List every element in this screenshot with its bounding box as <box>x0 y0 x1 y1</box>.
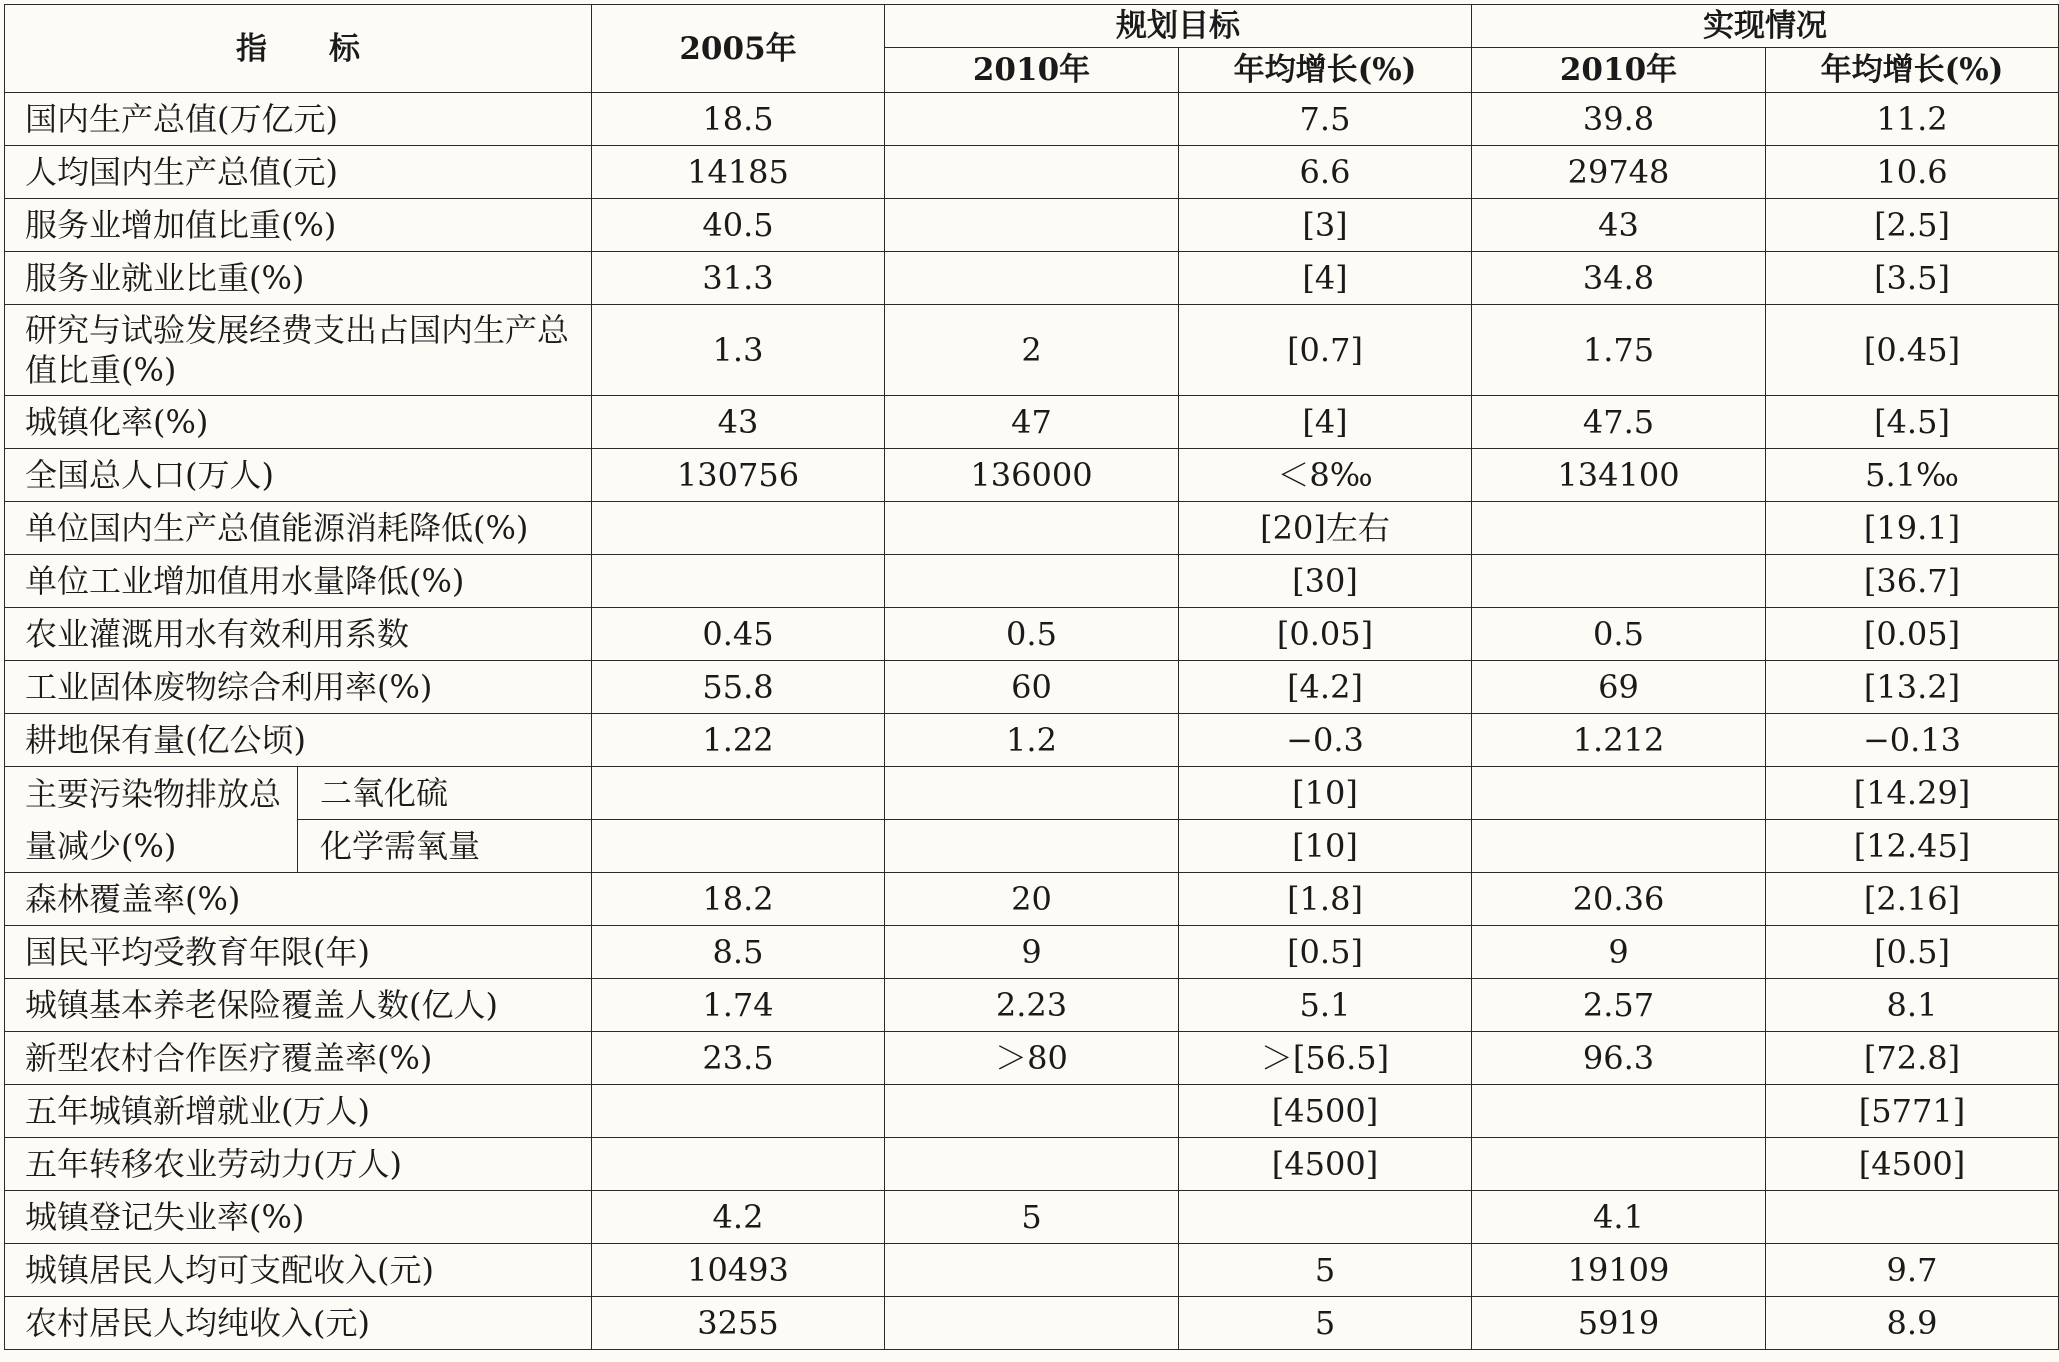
cell-actual-2010: 1.75 <box>1472 305 1766 396</box>
cell-actual-2010 <box>1472 555 1766 608</box>
cell-actual-2010: 69 <box>1472 661 1766 714</box>
cell-plan-growth: [20]左右 <box>1179 502 1472 555</box>
cell-actual-growth: 8.1 <box>1766 979 2059 1032</box>
cell-plan-2010 <box>885 1085 1179 1138</box>
cell-actual-growth: [3.5] <box>1766 252 2059 305</box>
row-label: 农村居民人均纯收入(元) <box>5 1297 592 1350</box>
cell-plan-2010 <box>885 1297 1179 1350</box>
cell-2005: 31.3 <box>592 252 885 305</box>
row-label: 国民平均受教育年限(年) <box>5 926 592 979</box>
row-label: 人均国内生产总值(元) <box>5 146 592 199</box>
table-row <box>5 1085 2059 1138</box>
cell-actual-2010: 9 <box>1472 926 1766 979</box>
table-row <box>5 767 2059 820</box>
header-actual-2010: 2010年 <box>1472 48 1766 93</box>
cell-actual-2010 <box>1472 1138 1766 1191</box>
cell-plan-growth: ＜8‰ <box>1179 449 1472 502</box>
table-row <box>5 449 2059 502</box>
cell-plan-2010: 1.2 <box>885 714 1179 767</box>
cell-plan-growth: 5 <box>1179 1297 1472 1350</box>
cell-actual-growth: [2.16] <box>1766 873 2059 926</box>
row-label: 单位工业增加值用水量降低(%) <box>5 555 592 608</box>
table-row <box>5 1032 2059 1085</box>
row-label: 服务业增加值比重(%) <box>5 199 592 252</box>
cell-2005: 23.5 <box>592 1032 885 1085</box>
cell-plan-2010 <box>885 1138 1179 1191</box>
cell-plan-growth: 5.1 <box>1179 979 1472 1032</box>
table-row <box>5 146 2059 199</box>
cell-plan-2010: 0.5 <box>885 608 1179 661</box>
cell-plan-growth: [4] <box>1179 252 1472 305</box>
row-label: 新型农村合作医疗覆盖率(%) <box>5 1032 592 1085</box>
cell-plan-2010 <box>885 1244 1179 1297</box>
cell-plan-growth: 7.5 <box>1179 93 1472 146</box>
header-plan-2010: 2010年 <box>885 48 1179 93</box>
table-row <box>5 661 2059 714</box>
cell-2005: 40.5 <box>592 199 885 252</box>
cell-2005 <box>592 1138 885 1191</box>
header-year-2005: 2005年 <box>592 5 885 93</box>
cell-plan-growth: 5 <box>1179 1244 1472 1297</box>
cell-actual-growth: [0.5] <box>1766 926 2059 979</box>
pollutant-group-label: 主要污染物排放总量减少(%) <box>5 767 298 873</box>
row-label: 全国总人口(万人) <box>5 449 592 502</box>
cell-actual-2010: 20.36 <box>1472 873 1766 926</box>
cell-actual-2010: 2.57 <box>1472 979 1766 1032</box>
row-label: 服务业就业比重(%) <box>5 252 592 305</box>
cell-plan-2010: 5 <box>885 1191 1179 1244</box>
cell-actual-2010 <box>1472 1085 1766 1138</box>
row-label: 国内生产总值(万亿元) <box>5 93 592 146</box>
cell-actual-2010: 39.8 <box>1472 93 1766 146</box>
cell-2005: 3255 <box>592 1297 885 1350</box>
indicators-table <box>4 4 2059 1350</box>
cell-2005: 14185 <box>592 146 885 199</box>
cell-2005 <box>592 1085 885 1138</box>
cell-actual-growth: [12.45] <box>1766 820 2059 873</box>
table-row <box>5 1138 2059 1191</box>
row-label: 研究与试验发展经费支出占国内生产总值比重(%) <box>5 305 592 396</box>
cell-plan-growth: [0.05] <box>1179 608 1472 661</box>
table-row <box>5 305 2059 396</box>
cell-actual-2010: 1.212 <box>1472 714 1766 767</box>
table-row <box>5 873 2059 926</box>
table-row <box>5 1244 2059 1297</box>
cell-plan-growth: −0.3 <box>1179 714 1472 767</box>
table-row <box>5 396 2059 449</box>
cell-actual-2010 <box>1472 502 1766 555</box>
cell-plan-growth: 6.6 <box>1179 146 1472 199</box>
cell-2005: 1.3 <box>592 305 885 396</box>
pollutant-sub-label: 二氧化硫 <box>298 767 592 820</box>
cell-actual-2010: 19109 <box>1472 1244 1766 1297</box>
table-row <box>5 1297 2059 1350</box>
cell-actual-growth: [2.5] <box>1766 199 2059 252</box>
cell-actual-growth: [0.05] <box>1766 608 2059 661</box>
cell-2005: 1.74 <box>592 979 885 1032</box>
table-row <box>5 979 2059 1032</box>
table-row <box>5 926 2059 979</box>
row-label: 单位国内生产总值能源消耗降低(%) <box>5 502 592 555</box>
row-label: 五年城镇新增就业(万人) <box>5 1085 592 1138</box>
cell-plan-growth: [4500] <box>1179 1085 1472 1138</box>
table-row <box>5 199 2059 252</box>
cell-plan-growth: [4.2] <box>1179 661 1472 714</box>
cell-actual-growth: [13.2] <box>1766 661 2059 714</box>
cell-actual-2010 <box>1472 820 1766 873</box>
row-label: 城镇基本养老保险覆盖人数(亿人) <box>5 979 592 1032</box>
cell-plan-2010 <box>885 767 1179 820</box>
cell-2005: 43 <box>592 396 885 449</box>
cell-2005: 18.5 <box>592 93 885 146</box>
cell-actual-2010: 34.8 <box>1472 252 1766 305</box>
header-actual-growth: 年均增长(%) <box>1766 48 2059 93</box>
cell-plan-growth: [10] <box>1179 820 1472 873</box>
table-row <box>5 252 2059 305</box>
cell-2005 <box>592 502 885 555</box>
table-row <box>5 93 2059 146</box>
cell-plan-2010: 47 <box>885 396 1179 449</box>
cell-actual-2010: 0.5 <box>1472 608 1766 661</box>
cell-2005: 55.8 <box>592 661 885 714</box>
cell-2005 <box>592 820 885 873</box>
row-label: 城镇登记失业率(%) <box>5 1191 592 1244</box>
cell-plan-2010: 9 <box>885 926 1179 979</box>
cell-plan-growth: [4] <box>1179 396 1472 449</box>
cell-actual-growth: [5771] <box>1766 1085 2059 1138</box>
header-indicator: 指 标 <box>5 5 592 93</box>
cell-2005: 4.2 <box>592 1191 885 1244</box>
cell-plan-2010: 2 <box>885 305 1179 396</box>
cell-2005: 0.45 <box>592 608 885 661</box>
header-actual: 实现情况 <box>1472 5 2059 48</box>
cell-plan-growth: [10] <box>1179 767 1472 820</box>
row-label: 工业固体废物综合利用率(%) <box>5 661 592 714</box>
cell-plan-2010 <box>885 502 1179 555</box>
cell-plan-growth: [1.8] <box>1179 873 1472 926</box>
cell-actual-growth: [0.45] <box>1766 305 2059 396</box>
cell-actual-growth: [4.5] <box>1766 396 2059 449</box>
table-body <box>5 93 2059 1350</box>
cell-actual-growth: 5.1‰ <box>1766 449 2059 502</box>
cell-2005 <box>592 555 885 608</box>
table-row <box>5 502 2059 555</box>
cell-actual-growth: 9.7 <box>1766 1244 2059 1297</box>
cell-actual-growth: [36.7] <box>1766 555 2059 608</box>
table-row <box>5 1191 2059 1244</box>
cell-actual-2010 <box>1472 767 1766 820</box>
table-row <box>5 608 2059 661</box>
cell-actual-growth: [14.29] <box>1766 767 2059 820</box>
cell-actual-growth <box>1766 1191 2059 1244</box>
cell-actual-growth: [72.8] <box>1766 1032 2059 1085</box>
cell-plan-2010: 136000 <box>885 449 1179 502</box>
cell-plan-2010 <box>885 820 1179 873</box>
cell-actual-growth: 8.9 <box>1766 1297 2059 1350</box>
table-row <box>5 555 2059 608</box>
cell-actual-2010: 29748 <box>1472 146 1766 199</box>
row-label: 城镇居民人均可支配收入(元) <box>5 1244 592 1297</box>
header-plan-growth: 年均增长(%) <box>1179 48 1472 93</box>
cell-actual-growth: −0.13 <box>1766 714 2059 767</box>
cell-plan-2010 <box>885 555 1179 608</box>
cell-plan-growth: [0.7] <box>1179 305 1472 396</box>
pollutant-sub-label: 化学需氧量 <box>298 820 592 873</box>
cell-plan-2010 <box>885 146 1179 199</box>
cell-plan-2010: 60 <box>885 661 1179 714</box>
row-label: 农业灌溉用水有效利用系数 <box>5 608 592 661</box>
cell-actual-2010: 4.1 <box>1472 1191 1766 1244</box>
cell-actual-growth: [19.1] <box>1766 502 2059 555</box>
cell-actual-growth: 10.6 <box>1766 146 2059 199</box>
row-label: 五年转移农业劳动力(万人) <box>5 1138 592 1191</box>
row-label: 城镇化率(%) <box>5 396 592 449</box>
cell-plan-growth: [4500] <box>1179 1138 1472 1191</box>
cell-2005 <box>592 767 885 820</box>
cell-plan-growth: [0.5] <box>1179 926 1472 979</box>
cell-plan-2010: ＞80 <box>885 1032 1179 1085</box>
header-plan-target: 规划目标 <box>885 5 1472 48</box>
cell-actual-growth: 11.2 <box>1766 93 2059 146</box>
cell-2005: 1.22 <box>592 714 885 767</box>
table-row <box>5 820 2059 873</box>
cell-plan-growth: [30] <box>1179 555 1472 608</box>
cell-2005: 130756 <box>592 449 885 502</box>
cell-actual-2010: 96.3 <box>1472 1032 1766 1085</box>
cell-2005: 8.5 <box>592 926 885 979</box>
cell-plan-2010 <box>885 199 1179 252</box>
cell-actual-2010: 43 <box>1472 199 1766 252</box>
cell-actual-2010: 5919 <box>1472 1297 1766 1350</box>
cell-plan-growth: ＞[56.5] <box>1179 1032 1472 1085</box>
cell-actual-2010: 134100 <box>1472 449 1766 502</box>
cell-plan-2010 <box>885 252 1179 305</box>
row-label: 耕地保有量(亿公顷) <box>5 714 592 767</box>
cell-plan-2010: 2.23 <box>885 979 1179 1032</box>
cell-2005: 18.2 <box>592 873 885 926</box>
cell-2005: 10493 <box>592 1244 885 1297</box>
cell-plan-growth <box>1179 1191 1472 1244</box>
row-label: 森林覆盖率(%) <box>5 873 592 926</box>
cell-plan-2010: 20 <box>885 873 1179 926</box>
cell-plan-growth: [3] <box>1179 199 1472 252</box>
cell-actual-growth: [4500] <box>1766 1138 2059 1191</box>
cell-plan-2010 <box>885 93 1179 146</box>
cell-actual-2010: 47.5 <box>1472 396 1766 449</box>
table-row <box>5 714 2059 767</box>
